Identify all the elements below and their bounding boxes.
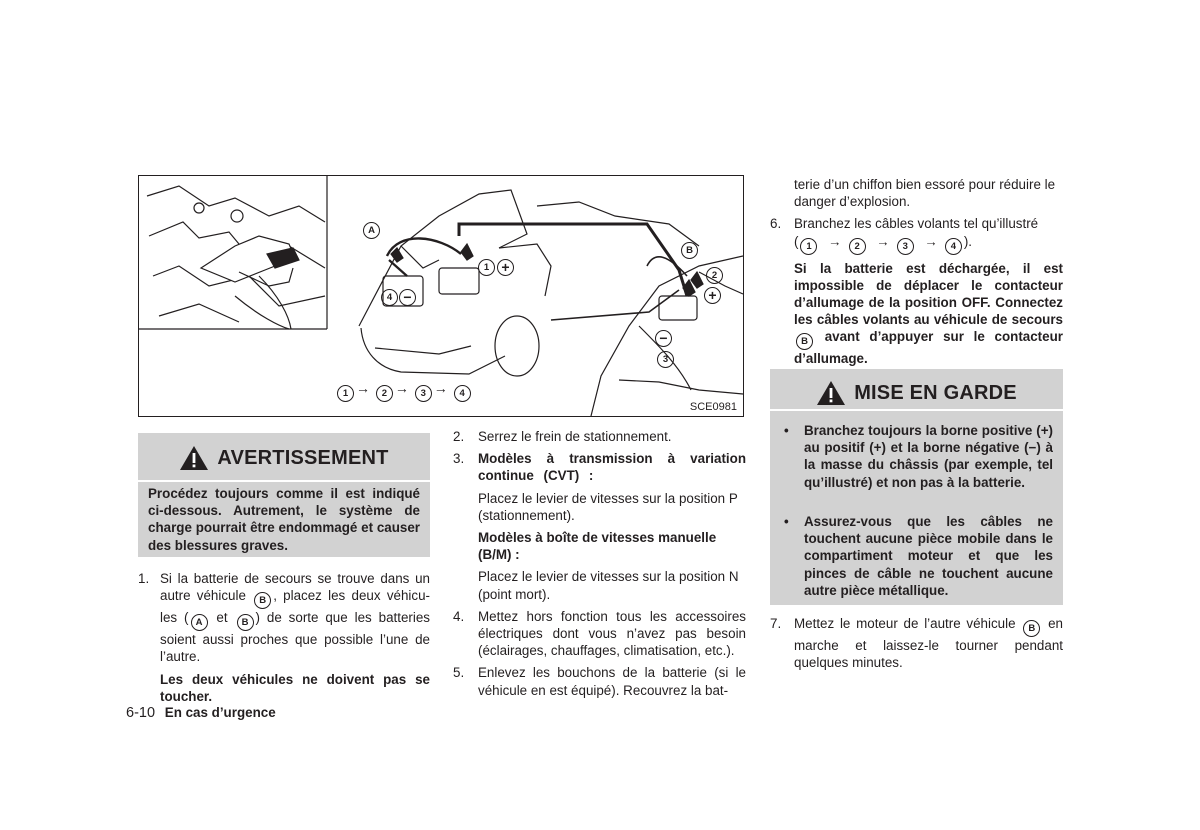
bullet-icon: •: [784, 423, 789, 438]
vehicle-a-badge: A: [191, 614, 208, 631]
figure-mark-3: 3: [657, 351, 674, 368]
step-5-number: 5.: [453, 665, 465, 681]
avertissement-box: [138, 433, 430, 557]
step-3-text-manual: Placez le levier de vitesses sur la position N (point mort).: [478, 569, 739, 602]
middle-column: [453, 428, 746, 699]
step-6-warning-a: Si la batterie est déchargée, il est impossible de déplacer le contacteur d’allumage de la position OFF. Connectez les câbles volants au véhicule de secours: [794, 260, 1063, 328]
vehicle-b-badge: B: [796, 333, 813, 350]
step-7-number: 7.: [770, 616, 782, 631]
left-car-drawing: [359, 190, 699, 376]
jump-start-figure: [138, 175, 744, 417]
seq-2: 2: [849, 238, 866, 255]
figure-mark-2: 2: [706, 267, 723, 284]
seq-3: 3: [415, 385, 432, 402]
seq-1: 1: [800, 238, 817, 255]
vehicle-b-badge: B: [237, 614, 254, 631]
step-7-text-b: en marche et laissez-le tourner pendant quelques minutes.: [794, 616, 1063, 671]
mise-bullet-2-text: Assurez-vous que les câbles ne touchent aucune pièce mobile dans le compartiment moteur et que les pinces de câble ne touchent aucune autre pièce métallique.: [804, 514, 1053, 598]
figure-label-b: B: [681, 242, 698, 259]
step-3: [453, 450, 746, 603]
step-6: [770, 215, 1063, 367]
page-footer: [126, 705, 276, 721]
vehicle-b-badge: B: [1023, 620, 1040, 637]
step-3-number: 3.: [453, 451, 465, 467]
step-4-text: Mettez hors fonction tous les accessoires électriques dont vous n’avez pas besoin (éclairages, chauffages, climatisation, etc.).: [478, 608, 746, 659]
plus-icon-right: +: [704, 287, 721, 304]
step-1-note: Les deux véhicules ne doivent pas se toucher.: [160, 671, 430, 704]
section-title: En cas d’urgence: [164, 705, 276, 720]
minus-icon-right: −: [655, 330, 672, 347]
step-3-heading-manual: Modèles à boîte de vitesses manuelle (B/M) :: [478, 530, 717, 563]
step-7-text-a: Mettez le moteur de l’autre véhicule: [794, 616, 1016, 631]
figure-mark-1: 1: [478, 259, 495, 276]
step-7: [770, 615, 1063, 671]
arrow-icon: →: [876, 233, 890, 249]
vehicle-b-badge: B: [254, 592, 271, 609]
right-column-top: [770, 176, 1063, 368]
step-2: [453, 428, 746, 445]
page-number: 6-10: [126, 705, 156, 721]
step-6-sequence: ( 1 → 2 → 3 → 4 ).: [794, 233, 1063, 255]
step-1-text-c: , placez les deux véhicu-: [273, 588, 430, 604]
step-3-heading-cvt: Modèles à transmission à variation continue (CVT) :: [478, 451, 746, 484]
mise-en-garde-title: MISE EN GARDE: [854, 381, 1017, 404]
plus-icon: +: [497, 259, 514, 276]
jumper-cables: [387, 224, 687, 320]
clamp-inset: [139, 176, 327, 329]
step-1-text-a: Si la batterie de secours se trouve dans un: [160, 571, 430, 586]
avertissement-header: [138, 433, 430, 483]
step-1-text-d: les (: [160, 610, 189, 626]
step-1: [138, 570, 430, 705]
step-6-warning-b: avant d’appuyer sur le contacteur d’allumage.: [794, 329, 1063, 367]
bullet-icon: •: [784, 514, 789, 529]
seq-4: 4: [454, 385, 471, 402]
avertissement-body: Procédez toujours comme il est indiqué ci-dessous. Autrement, le système de charge pourrait être endommagé et causer des blessures graves.: [148, 486, 420, 553]
step-3-text-cvt: Placez le levier de vitesses sur la position P (stationnement).: [478, 490, 738, 523]
warning-triangle-icon: [816, 380, 846, 406]
mise-en-garde-box: [770, 369, 1063, 605]
step-5-continued: terie d’un chiffon bien essoré pour réduire le danger d’explosion.: [794, 177, 1056, 210]
mise-bullet-2: [780, 513, 1053, 599]
step-1-text-b: autre véhicule: [160, 588, 246, 604]
sequence-legend: [335, 380, 473, 402]
mise-bullet-1: [780, 422, 1053, 491]
step-4: [453, 608, 746, 660]
step-6-number: 6.: [770, 216, 782, 232]
arrow-icon: →: [924, 233, 938, 249]
step-6-warning: [794, 260, 1063, 368]
seq-2: 2: [376, 385, 393, 402]
seq-1: 1: [337, 385, 354, 402]
step-2-text: Serrez le frein de stationnement.: [478, 429, 672, 444]
arrow-icon: →: [356, 380, 370, 396]
warning-triangle-icon: [179, 445, 209, 471]
figure-mark-4: 4: [381, 289, 398, 306]
step-5-text: Enlevez les bouchons de la batterie (si le véhicule en est équipé). Recouvrez la bat-: [478, 665, 746, 698]
figure-label-a: A: [363, 222, 380, 239]
step-6-text: Branchez les câbles volants tel qu’illustré: [794, 216, 1039, 232]
step-2-number: 2.: [453, 429, 465, 444]
arrow-icon: →: [394, 380, 409, 396]
arrow-icon: →: [828, 233, 842, 249]
avertissement-title: AVERTISSEMENT: [217, 446, 389, 469]
step-1-text-f: ) de sorte que les batteries soient aussi proches que possible l’une de l’autre.: [160, 610, 430, 665]
step-1-number: 1.: [138, 571, 150, 586]
step-1-text-e: et: [216, 610, 228, 626]
step-5: [453, 664, 746, 698]
figure-code: SCE0981: [689, 401, 737, 413]
mise-bullet-1-text: Branchez toujours la borne positive (+) au positif (+) et la borne négative (−) à la masse du châssis (par exemple, tel qu’illustré) et non pas à la batterie.: [804, 423, 1053, 490]
seq-4: 4: [945, 238, 962, 255]
minus-icon: −: [399, 289, 416, 306]
seq-3: 3: [897, 238, 914, 255]
step-4-number: 4.: [453, 608, 465, 624]
arrow-icon: →: [433, 380, 448, 396]
